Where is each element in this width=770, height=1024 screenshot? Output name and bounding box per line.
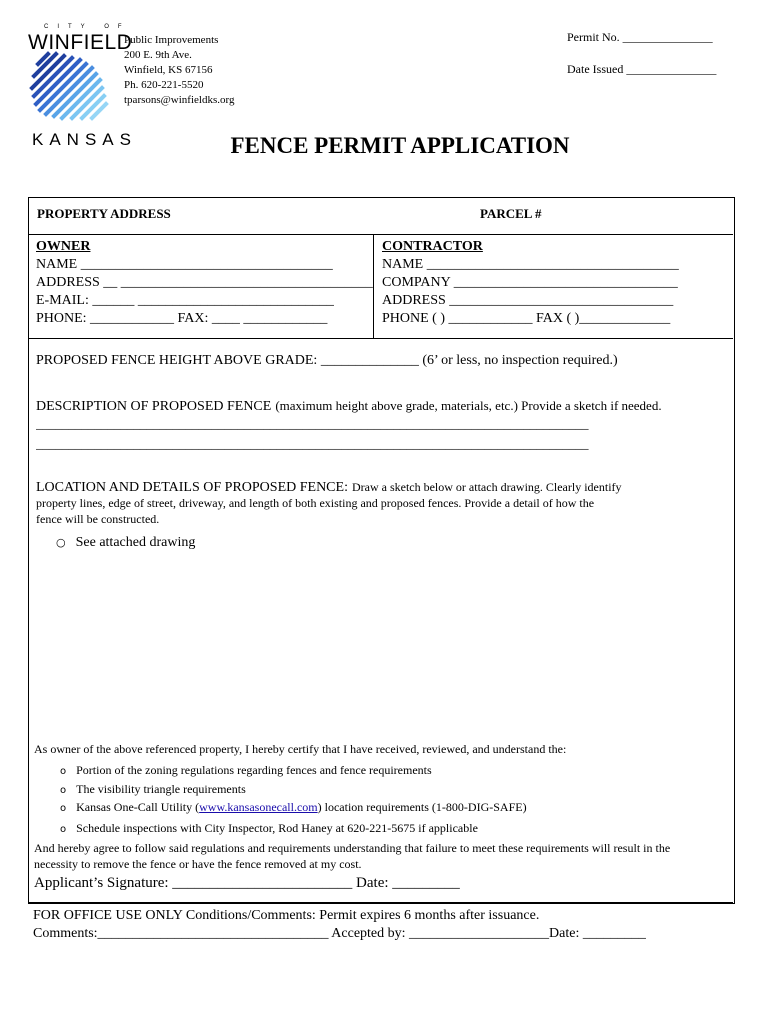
department-address-line2: Winfield, KS 67156: [124, 64, 213, 76]
description-heading: [36, 397, 662, 415]
date-issued-field[interactable]: Date Issued _______________: [567, 62, 717, 76]
contractor-company-field[interactable]: COMPANY ________________________________: [382, 275, 678, 290]
location-hint-line2: property lines, edge of street, driveway, and length of both existing and proposed fences. Provide a detail of how the: [36, 496, 595, 510]
logo-city-small-text: CITY OF: [44, 24, 131, 30]
department-name: Public Improvements: [124, 34, 219, 46]
description-line-2[interactable]: _____________________________________________________________________________________: [36, 436, 589, 451]
department-address-line1: 200 E. 9th Ave.: [124, 49, 192, 61]
description-label: DESCRIPTION OF PROPOSED FENCE: [36, 399, 272, 414]
office-comments-line[interactable]: Comments:_________________________________ Accepted by: ____________________Date: _________: [33, 926, 646, 941]
radio-circle-icon[interactable]: ○: [56, 536, 66, 549]
applicant-signature-field[interactable]: Applicant’s Signature: ________________________ Date: _________: [34, 875, 460, 891]
property-row: [28, 197, 733, 235]
kansas-one-call-link[interactable]: www.kansasonecall.com: [199, 800, 318, 814]
form-title: FENCE PERMIT APPLICATION: [230, 133, 570, 158]
contractor-address-field[interactable]: ADDRESS ________________________________: [382, 293, 674, 308]
agreement-line-1: And hereby agree to follow said regulations and requirements understanding that failure to meet these requirements will result in the: [34, 841, 671, 855]
department-phone: Ph. 620-221-5520: [124, 79, 204, 91]
owner-name-field[interactable]: NAME ____________________________________: [36, 257, 333, 272]
location-hint-line1: Draw a sketch below or attach drawing. Clearly identify: [351, 480, 622, 494]
cert-item-zoning: [60, 763, 432, 778]
location-label: LOCATION AND DETAILS OF PROPOSED FENCE:: [36, 480, 348, 495]
owner-section: [28, 234, 374, 339]
bullet-icon: o: [60, 824, 67, 835]
parcel-number-field[interactable]: PARCEL #: [480, 206, 542, 221]
department-contact-block: [124, 33, 234, 108]
owner-address-field[interactable]: ADDRESS __ ____________________________________: [36, 275, 373, 290]
bullet-icon: o: [60, 766, 67, 777]
sketch-area[interactable]: [36, 555, 726, 735]
owner-email-field[interactable]: E-MAIL: ______ ____________________________: [36, 293, 334, 308]
attached-drawing-label: See attached drawing: [75, 535, 196, 550]
proposed-height-field[interactable]: PROPOSED FENCE HEIGHT ABOVE GRADE: ______________ (6’ or less, no inspection required.): [36, 353, 618, 368]
office-conditions-line: FOR OFFICE USE ONLY Conditions/Comments: Permit expires 6 months after issuance.: [33, 908, 540, 923]
property-address-field[interactable]: PROPERTY ADDRESS: [37, 206, 171, 221]
office-use-section: [28, 902, 733, 950]
bullet-icon: o: [60, 803, 67, 814]
cert-item-inspection-text: Schedule inspections with City Inspector, Rod Haney at 620-221-5675 if applicable: [76, 821, 478, 835]
one-call-suffix: ) location requirements (1-800-DIG-SAFE): [317, 800, 527, 814]
location-heading: [36, 478, 622, 496]
contractor-phone-fax-field[interactable]: PHONE ( ) ____________ FAX ( )_____________: [382, 311, 671, 326]
description-line-1[interactable]: _____________________________________________________________________________________: [36, 416, 589, 431]
cert-item-visibility-text: The visibility triangle requirements: [76, 782, 246, 796]
cert-item-visibility: [60, 782, 246, 797]
contractor-name-field[interactable]: NAME ____________________________________: [382, 257, 679, 272]
cert-item-one-call: [60, 800, 527, 815]
logo-city-text: WINFIELD: [28, 31, 133, 54]
one-call-prefix: Kansas One-Call Utility (: [76, 800, 200, 814]
owner-phone-fax-field[interactable]: PHONE: ____________ FAX: ____ ____________: [36, 311, 328, 326]
description-hint: (maximum height above grade, materials, etc.) Provide a sketch if needed.: [275, 398, 662, 413]
permit-number-field[interactable]: Permit No. _______________: [567, 30, 713, 44]
cert-item-zoning-text: Portion of the zoning regulations regarding fences and fence requirements: [76, 763, 432, 777]
bullet-icon: o: [60, 785, 67, 796]
agreement-line-2: necessity to remove the fence or have the fence removed at my cost.: [34, 857, 362, 871]
contractor-section: [374, 234, 733, 339]
city-logo-icon: [26, 50, 118, 130]
logo-state-text: KANSAS: [32, 130, 137, 149]
department-email: tparsons@winfieldks.org: [124, 94, 235, 106]
owner-heading: OWNER: [36, 239, 91, 254]
certification-intro: As owner of the above referenced property, I hereby certify that I have received, reviewed, and understand the:: [34, 742, 567, 756]
attached-drawing-option[interactable]: [56, 535, 195, 551]
location-hint-line3: fence will be constructed.: [36, 512, 160, 526]
cert-item-inspection: [60, 821, 478, 836]
contractor-heading: CONTRACTOR: [382, 239, 483, 254]
